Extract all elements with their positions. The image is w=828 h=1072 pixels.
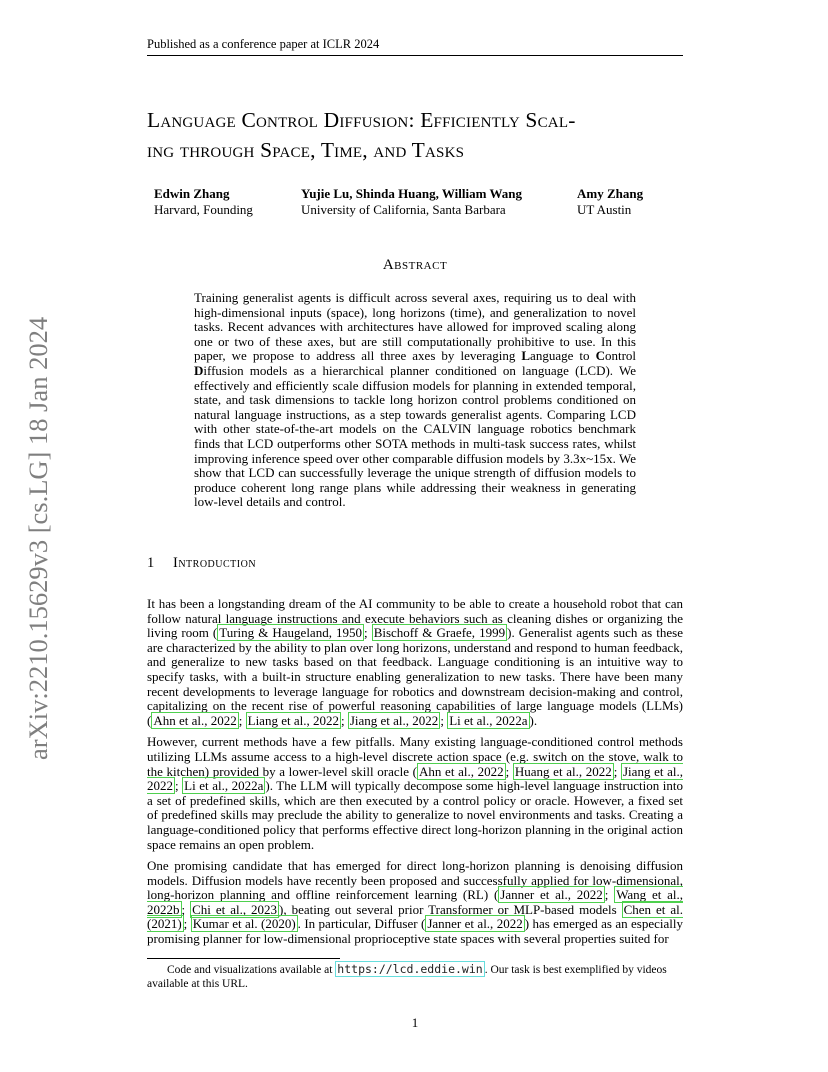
- citation-link[interactable]: Kumar et al. (2020): [192, 916, 296, 932]
- paragraph-text: ;: [505, 763, 513, 779]
- project-url-link[interactable]: https://lcd.eddie.win: [337, 962, 483, 976]
- paragraph-text: It has been a longstanding dream of the AI community to be able to create a household robot that can follow natural language instructions and execute behaviors such as cleaning dishes or organizing the living room (: [147, 596, 683, 641]
- citation-link[interactable]: Turing & Haugeland, 1950: [219, 625, 363, 641]
- paragraph-text: ).: [529, 712, 538, 728]
- section-number: 1: [147, 555, 155, 571]
- citation-link[interactable]: Wang et al., 2022b: [147, 887, 683, 917]
- author-affiliation: Harvard, Founding: [154, 201, 253, 217]
- abstract-text: iffusion models as a hierarchical planner conditioned on language (LCD). We effectively and efficiently scale diffusion models for planning in extended temporal, state, and task dimensions to tackle long horizon control problems conditioned on natural language instructions, as a step towards generalist agents. Comparing LCD with other state-of-the-art models on the CALVIN language robotics benchmark finds that LCD outperforms other SOTA methods in multi-task success rates, whilst improving inference speed over other comparable diffusion models by 3.3x~15x. We show that LCD can successfully leverage the unique strength of diffusion models to produce coherent long range plans while addressing their weakness in generating low-level details and control.: [194, 362, 636, 510]
- paragraph-text: ;: [238, 712, 246, 728]
- paragraph-text: ;: [181, 901, 191, 917]
- author-block-1: [154, 186, 253, 217]
- paragraph-text: ;: [175, 778, 183, 794]
- abstract-text: Training generalist agents is difficult across several axes, requiring us to deal with high-dimensional inputs (space), long horizons (time), and generalization to novel tasks. Recent advances with architectures have allowed for improved scaling along one or two of these axes, but are still computationally prohibitive to use. In this paper, we propose to address all three axes by leveraging: [194, 290, 636, 364]
- running-head: Published as a conference paper at ICLR 2024: [147, 37, 683, 56]
- footnote-text: Code and visualizations available at: [167, 964, 336, 976]
- abstract-body: [194, 291, 636, 510]
- arxiv-identifier-stamp[interactable]: arXiv:2210.15629v3 [cs.LG] 18 Jan 2024: [23, 316, 53, 760]
- paragraph-text: ;: [440, 712, 448, 728]
- paper-title-line-2: ing through Space, Time, and Tasks: [147, 138, 465, 162]
- citation-link[interactable]: Huang et al., 2022: [514, 763, 612, 779]
- footnote-text: . Our task is best exemplified by videos available at this URL.: [147, 964, 667, 990]
- paragraph-text: ;: [604, 887, 615, 903]
- paragraph-text: ;: [340, 712, 348, 728]
- citation-link[interactable]: Jiang et al., 2022: [349, 712, 439, 728]
- paragraph: [147, 735, 683, 852]
- paragraph-text: ) has emerged as an especially promising planner for low-dimensional proprioceptive state spaces with several properties suited for: [147, 916, 683, 947]
- acronym-letter: C: [595, 348, 605, 364]
- citation-link[interactable]: Ahn et al., 2022: [419, 763, 504, 779]
- citation-link[interactable]: Chi et al., 2023: [192, 901, 278, 917]
- citation-link[interactable]: Janner et al., 2022: [427, 916, 523, 932]
- paragraph: [147, 859, 683, 947]
- citation-link[interactable]: Liang et al., 2022: [247, 712, 339, 728]
- author-affiliation: UT Austin: [577, 201, 632, 217]
- paragraph-text: ;: [613, 763, 621, 779]
- paragraph-text: ). Generalist agents such as these are characterized by the ability to plan over long horizons, understand and respond to human feedback, and generalize to new tasks based on that feedback. Language conditioning is an intuitive way to specify tasks, with a built-in structure enabling generalization to new tasks. There have been many recent developments to leverage language for robotics and downstream decision-making and control, capitalizing on the recent rise of powerful reasoning capabilities of large language models (LLMs) (: [147, 625, 683, 728]
- citation-link[interactable]: Li et al., 2022a: [449, 712, 528, 728]
- author-name: Yujie Lu, Shinda Huang, William Wang: [301, 186, 522, 201]
- citation-link[interactable]: Ahn et al., 2022: [153, 712, 237, 728]
- paragraph-text: ). The LLM will typically decompose some high-level language instruction into a set of predefined skills, which are then executed by a control policy or oracle. However, a fixed set of predefined skills may preclude the ability to generalize to novel environments and tasks. Creating a language-conditioned policy that performs effective direct long-horizon planning in the original action space remains an open problem.: [147, 778, 683, 852]
- author-block-2: [301, 186, 522, 217]
- abstract-heading: Abstract: [382, 257, 448, 273]
- paragraph-text: ), beating out several prior Transformer or MLP-based models: [279, 901, 622, 917]
- footnote-divider: [147, 958, 340, 959]
- section-title: Introduction: [173, 555, 257, 571]
- citation-link[interactable]: Bischoff & Graefe, 1999: [373, 625, 506, 641]
- author-name: Edwin Zhang: [154, 186, 230, 201]
- author-block-3: [577, 186, 643, 217]
- paragraph-text: . In particular, Diffuser (: [297, 916, 426, 932]
- citation-link[interactable]: Li et al., 2022a: [184, 778, 264, 794]
- paragraph: [147, 597, 683, 728]
- paper-title: [147, 105, 707, 165]
- acronym-letter: L: [521, 348, 531, 364]
- paragraph-text: ;: [364, 625, 372, 641]
- acronym-letter: D: [194, 362, 204, 378]
- abstract-text: ontrol: [604, 348, 637, 364]
- citation-link[interactable]: Chen et al. (2021): [147, 901, 683, 932]
- paragraph-text: One promising candidate that has emerged for direct long-horizon planning is denoising diffusion models. Diffusion models have recently been proposed and successfully applied for low-dimensional, long-horizon planning and offline reinforcement learning (RL) (: [147, 858, 683, 903]
- paper-title-line-1: Language Control Diffusion: Efficiently Scal-: [147, 108, 576, 132]
- author-affiliation: University of California, Santa Barbara: [301, 201, 506, 217]
- citation-link[interactable]: Jiang et al., 2022: [147, 763, 683, 794]
- page-number: 1: [411, 1015, 419, 1030]
- author-name: Amy Zhang: [577, 186, 644, 201]
- paragraph-text: However, current methods have a few pitfalls. Many existing language-conditioned control methods utilizing LLMs assume access to a high-level discrete action space (e.g. switch on the stove, walk to the kitchen) provided by a lower-level skill oracle (: [147, 734, 683, 779]
- paragraph-text: ;: [183, 916, 191, 932]
- section-heading-introduction: [147, 555, 256, 572]
- abstract-text: anguage to: [530, 348, 596, 364]
- footnote: [147, 962, 683, 991]
- introduction-body: [147, 597, 683, 954]
- citation-link[interactable]: Janner et al., 2022: [500, 887, 603, 903]
